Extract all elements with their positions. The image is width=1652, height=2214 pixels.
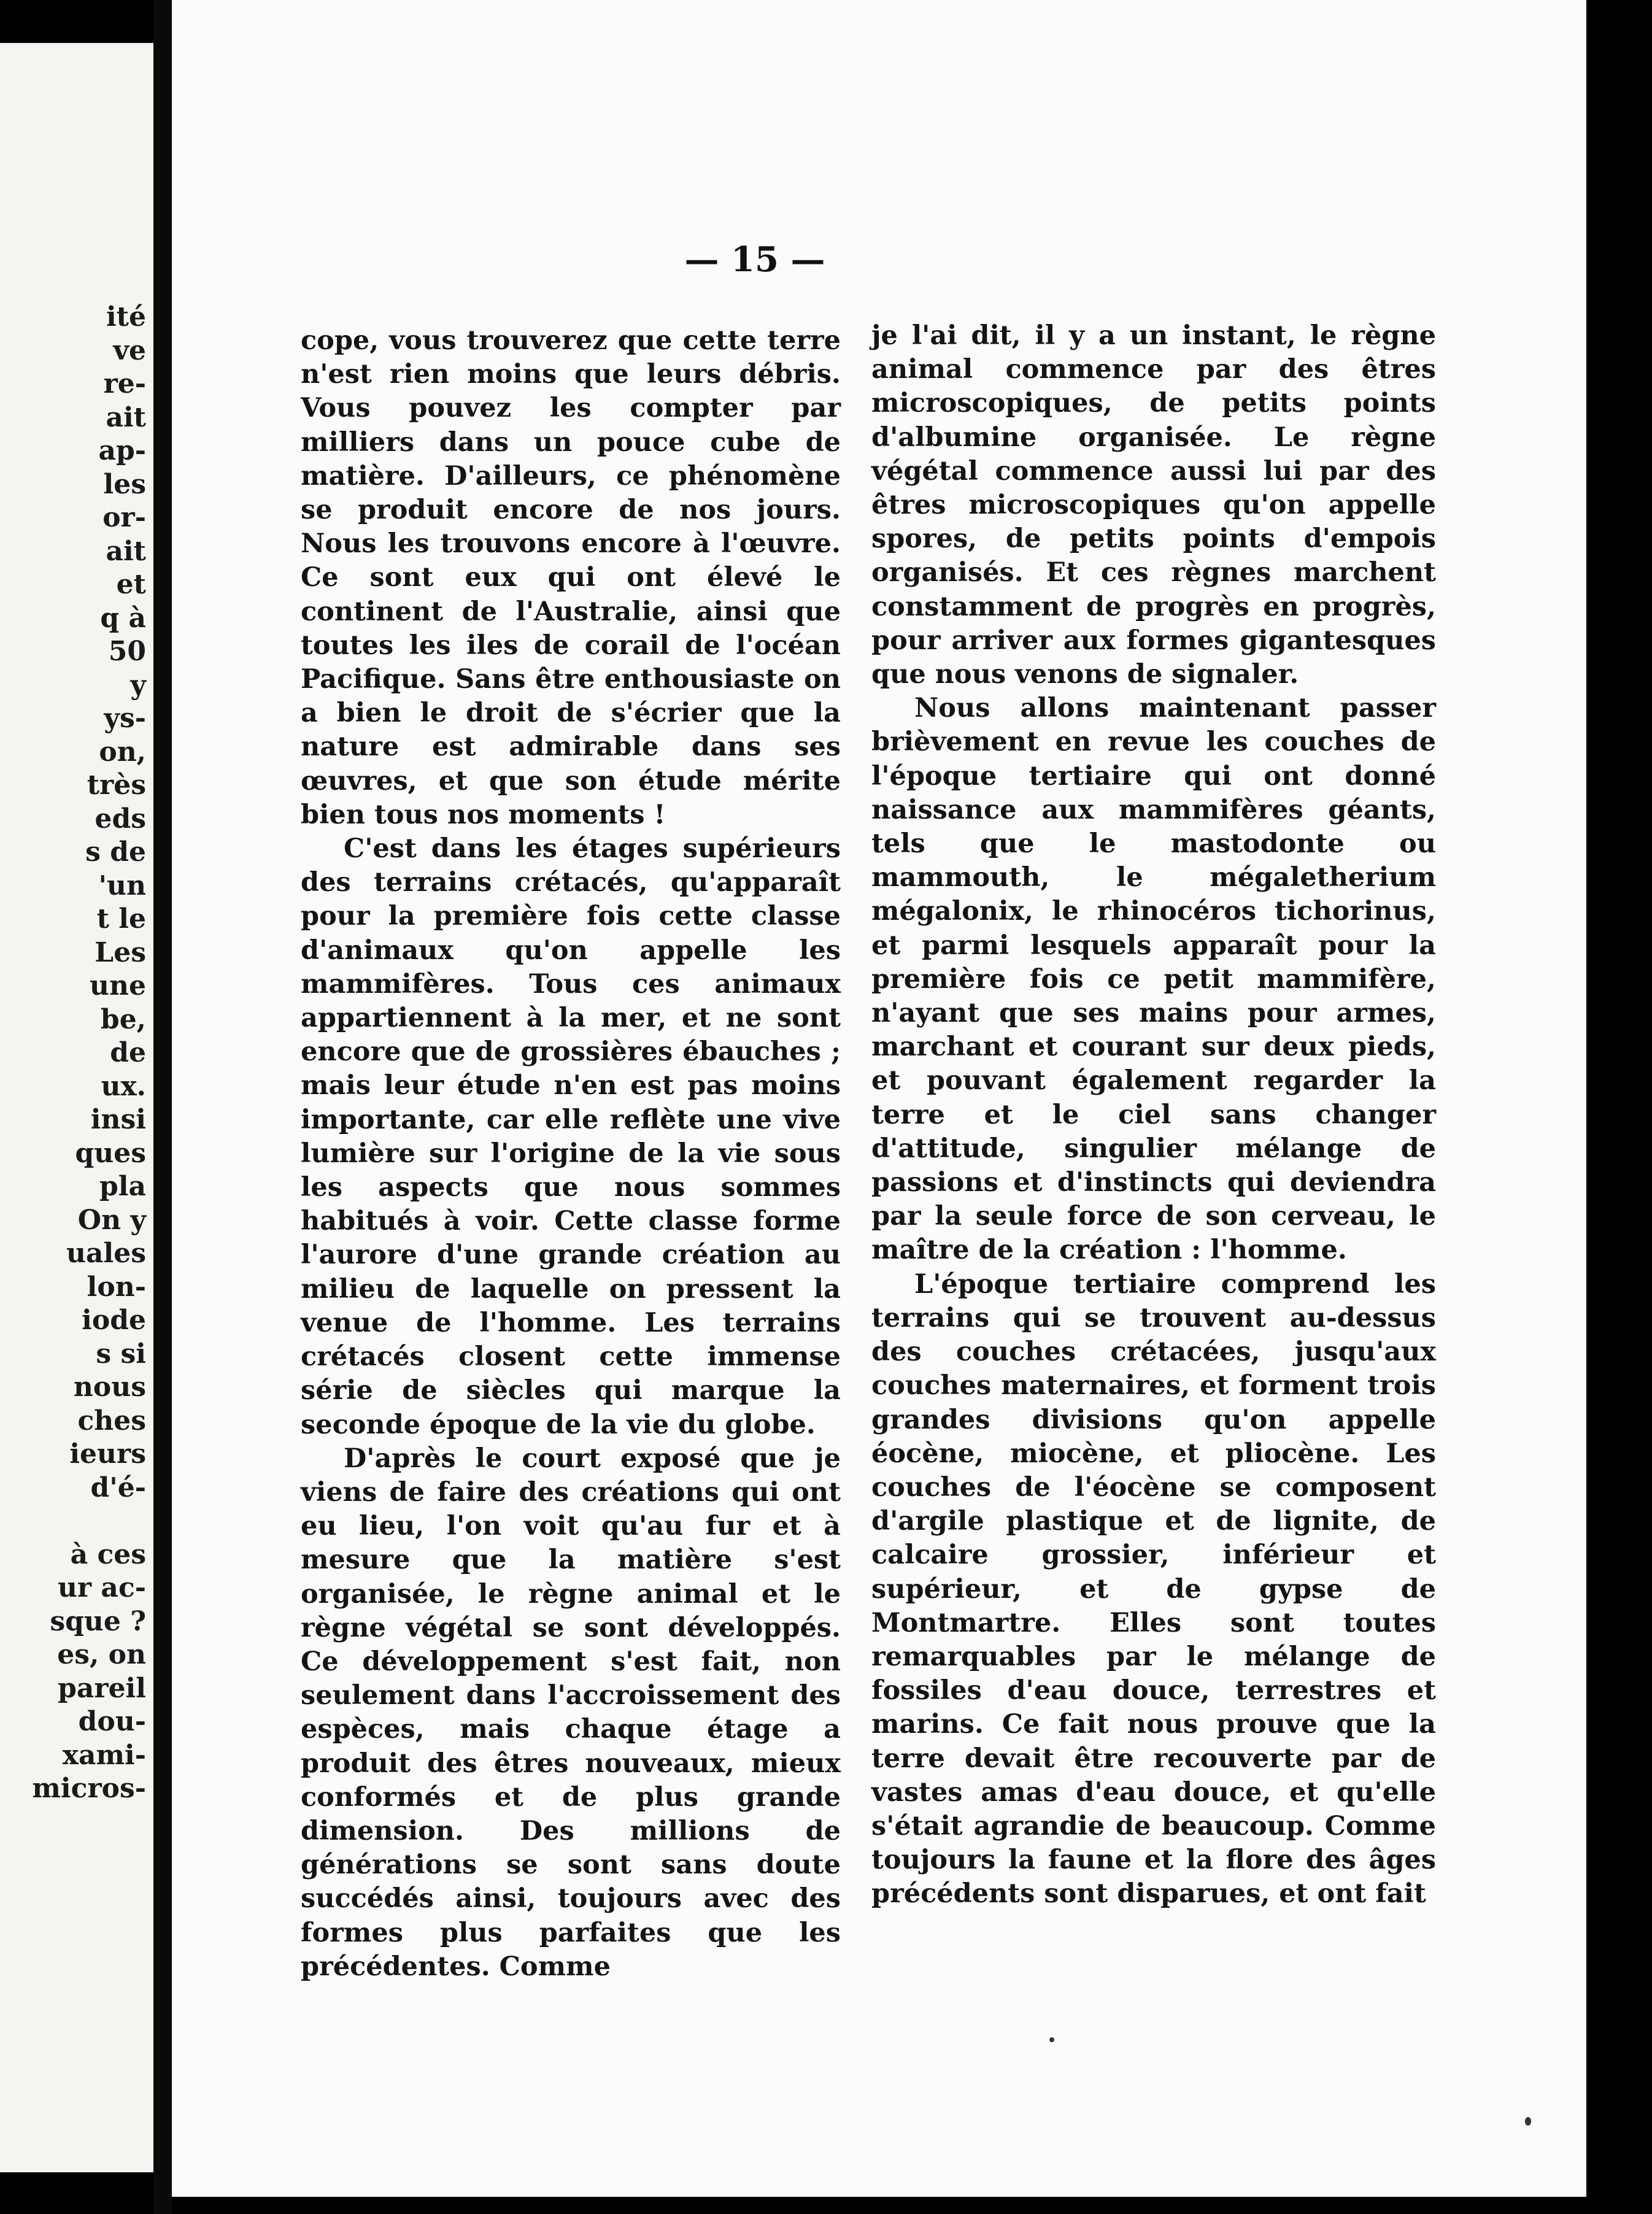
facing-page-fragment: très [87, 770, 146, 801]
facing-page-fragment: q à [100, 602, 146, 634]
facing-page-fragment: micros- [32, 1773, 146, 1804]
facing-page-fragment: ys- [104, 703, 146, 734]
text-column-left [301, 324, 841, 1984]
facing-page-fragment: t le [96, 903, 146, 935]
scan-speck [1049, 2037, 1054, 2042]
facing-page-fragment: xami- [62, 1739, 146, 1771]
facing-page-fragment: et [116, 569, 146, 600]
facing-page-fragment: d'é- [90, 1472, 146, 1503]
paragraph: C'est dans les étages supérieurs des terrains crétacés, qu'apparaît pour la première fois cette classe d'animaux qu'on appelle les mammifères. Tous ces animaux appartiennent à la mer, et ne sont encore que de grossières ébauches ; mais leur étude n'en est pas moins importante, car elle reflète une vive lumière sur l'origine de la vie sous les aspects que nous sommes habitués à voir. Cette classe forme l'aurore d'une grande création au milieu de laquelle on pressent la venue de l'homme. Les terrains crétacés closent cette immense série de siècles qui marque la seconde époque de la vie du globe. [301, 833, 841, 1440]
paragraph: je l'ai dit, il y a un instant, le règne animal commence par des êtres microscopiques, de petits points d'albumine organisée. Le règne végétal commence aussi lui par des êtres microscopiques qu'on appelle spores, de petits points d'empois organisés. Et ces règnes marchent constamment de progrès en progrès, pour arriver aux formes gigantesques que nous venons de signaler. [871, 320, 1436, 690]
facing-page-fragment [32, 1505, 146, 1538]
facing-page-fragment: insi [90, 1104, 146, 1135]
facing-page-fragment: or- [102, 502, 146, 533]
facing-page-fragment: re- [103, 368, 146, 399]
facing-page-fragment: ap- [98, 435, 146, 466]
facing-page-fragment: sque ? [50, 1605, 146, 1637]
facing-page-fragment: s si [96, 1338, 146, 1370]
facing-page-fragment: de [110, 1037, 146, 1068]
facing-page-fragment: une [90, 970, 146, 1001]
facing-page-fragment: ieurs [69, 1438, 146, 1470]
facing-page-fragment: On y [77, 1204, 146, 1236]
paragraph: cope, vous trouverez que cette terre n'est rien moins que leurs débris. Vous pouvez les compter par milliers dans un pouce cube de matière. D'ailleurs, ce phénomène se produit encore de nos jours. Nous les trouvons encore à l'œuvre. Ce sont eux qui ont élevé le continent de l'Australie, ainsi que toutes les iles de corail de l'océan Pacifique. Sans être enthousiaste on a bien le droit de s'écrier que la nature est admirable dans ses œuvres, et que son étude mérite bien tous nos moments ! [301, 325, 841, 830]
scan-border [1586, 0, 1652, 2214]
paragraph: D'après le court exposé que je viens de faire des créations qui ont eu lieu, l'on voit qu'au fur et à mesure que la matière s'est organisée, le règne animal et le règne végétal se sont développés. Ce développement s'est fait, non seulement dans l'accroissement des espèces, mais chaque étage a produit des êtres nouveaux, mieux conformés et de plus grande dimension. Des millions de générations se sont sans doute succédés ainsi, toujours avec des formes plus parfaites que les précédentes. Comme [301, 1443, 841, 1982]
facing-page-fragment: nous [73, 1371, 146, 1403]
facing-page-fragment: lon- [87, 1271, 146, 1303]
facing-page-fragment: ches [77, 1405, 146, 1437]
facing-page-fragment: on, [99, 736, 146, 768]
facing-page-fragment: dou- [78, 1706, 146, 1737]
book-gutter [153, 0, 172, 2214]
facing-page-fragment: ité [106, 301, 146, 333]
paragraph: Nous allons maintenant passer brièvement en revue les couches de l'époque tertiaire qui ont donné naissance aux mammifères géants, tels que le mastodonte ou mammouth, le mégaletherium mégalonix, le rhinocéros tichorinus, et parmi lesquels apparaît pour la première fois ce petit mammifère, n'ayant que ses mains pour armes, marchant et courant sur deux pieds, et pouvant également regarder la terre et le ciel sans changer d'attitude, singulier mélange de passions et d'instincts qui deviendra par la seule force de son cerveau, le maître de la création : l'homme. [871, 693, 1436, 1266]
page-number: — 15 — [684, 239, 825, 280]
facing-page-fragment: iode [82, 1305, 146, 1336]
facing-page-fragment: ve [113, 334, 146, 366]
facing-page-edge [0, 43, 153, 2172]
facing-page-fragment: Les [95, 936, 146, 968]
text-column-right [871, 319, 1436, 1911]
facing-page-fragment: 50 [108, 636, 146, 667]
facing-page-fragment: ux. [101, 1070, 146, 1102]
facing-page-fragment: ques [75, 1137, 146, 1169]
paragraph: L'époque tertiaire comprend les terrains qui se trouvent au-dessus des couches crétacées, jusqu'aux couches maternaires, et forment trois grandes divisions qu'on appelle éocène, miocène, et pliocène. Les couches de l'éocène se composent d'argile plastique et de lignite, de calcaire grossier, inférieur et supérieur, et de gypse de Montmartre. Elles sont toutes remarquables par le mélange de fossiles d'eau douce, terrestres et marins. Ce fait nous prouve que la terre devait être recouverte par de vastes amas d'eau douce, et qu'elle s'était agrandie de beaucoup. Comme toujours la faune et la flore des âges précédents sont disparues, et ont fait [871, 1268, 1436, 1910]
facing-page-fragment: ait [106, 401, 146, 433]
facing-page-fragment: pareil [58, 1672, 146, 1704]
facing-page-fragment: s de [85, 836, 146, 868]
facing-page-fragment: uales [66, 1238, 146, 1269]
facing-page-fragment: ait [106, 535, 146, 567]
facing-page-fragment: eds [95, 803, 146, 835]
facing-page-fragment: pla [99, 1171, 146, 1202]
facing-page-text-fragments [32, 301, 153, 1806]
facing-page-fragment: y [130, 669, 146, 701]
facing-page-fragment: ur ac- [57, 1572, 146, 1603]
facing-page-fragment: be, [100, 1003, 146, 1035]
facing-page-fragment: à ces [70, 1538, 146, 1570]
facing-page-fragment: les [103, 468, 146, 500]
facing-page-fragment: 'un [98, 870, 146, 901]
facing-page-fragment: es, on [57, 1639, 146, 1670]
scan-speck [1525, 2117, 1531, 2126]
